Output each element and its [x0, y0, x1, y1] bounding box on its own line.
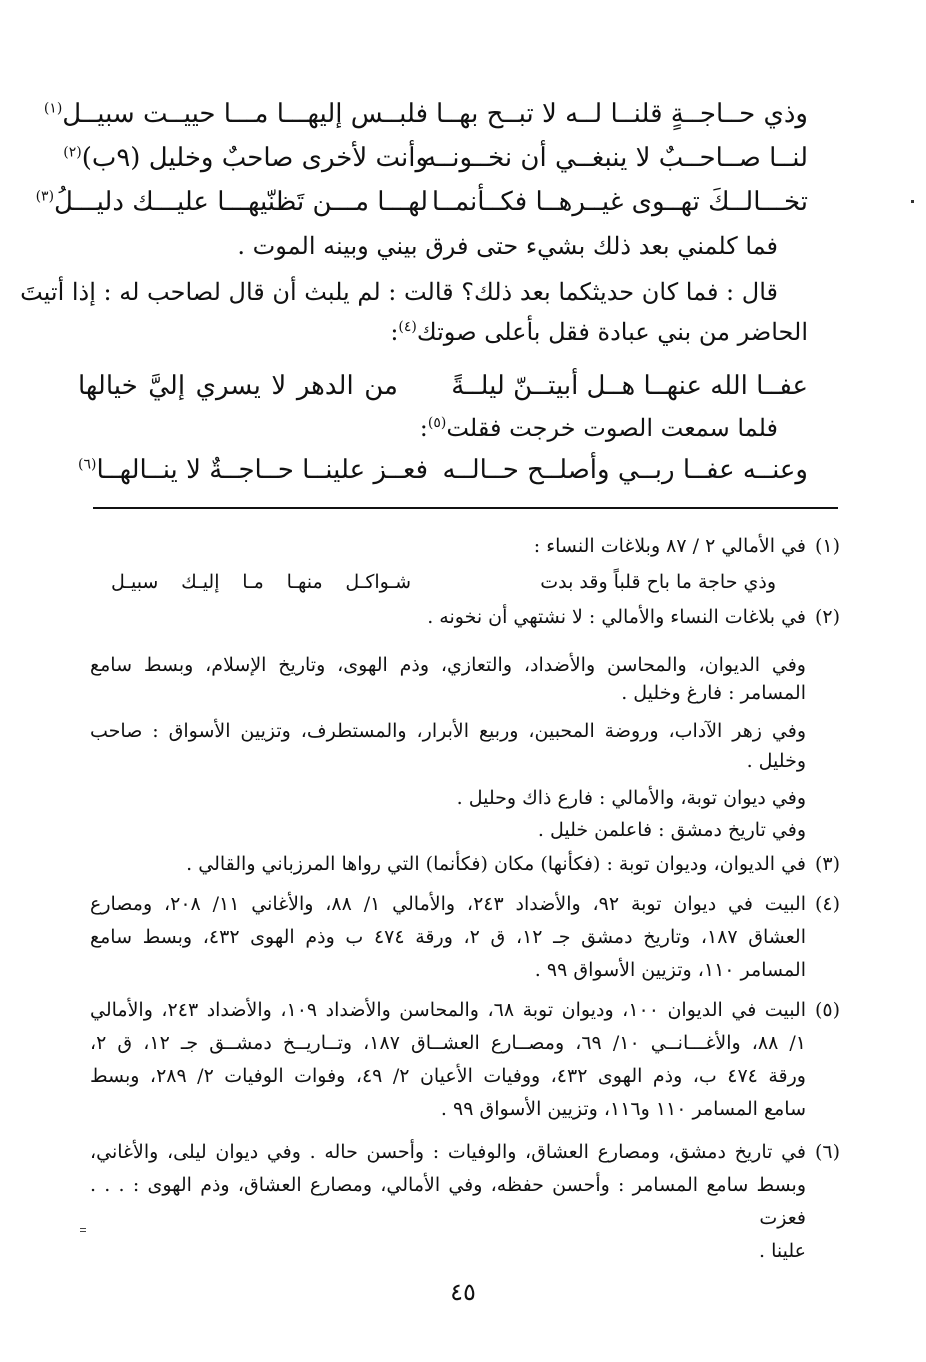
verse-3-first-hemistich: تخـــالــكَ تهــوى غيــرهــا فكــأنمــا — [431, 187, 808, 217]
scan-speck — [911, 200, 914, 203]
footnote-separator — [93, 507, 838, 509]
verse-line-4 — [78, 368, 808, 404]
prose-paragraph-3 — [420, 410, 778, 446]
footnote-ref-3: (٣) — [35, 188, 55, 205]
footnote-5-number: (٥) — [814, 999, 840, 1021]
footnote-4-line-3: المسامر ١١٠، وتزيين الأسواق ٩٩ . — [534, 959, 806, 981]
footnote-6 — [90, 1136, 840, 1268]
footnote-5-line-2: ١/ ٨٨، والأغـــانــي ١٠/ ٦٩، ومصــارع العشــاق ١٨٧، وتــاريــخ دمشــق جـ ١٢، ق ٢، — [90, 1032, 806, 1054]
footnote-5-text — [90, 994, 806, 1126]
footnote-4-text — [90, 888, 806, 987]
verse-1-first-hemistich: وذي حــاجــةٍ قلنــا لــه لا تبــح بهــا — [436, 99, 808, 129]
prose-3-text: فلما سمعت الصوت خرجت فقلت — [446, 414, 778, 442]
verse-line-3 — [35, 184, 808, 220]
footnote-6-line-1: في تاريخ دمشق، ومصارع العشاق، والوفيات : وأحسن حاله . وفي ديوان ليلى، والأغاني، — [90, 1141, 806, 1163]
verse-line-5 — [78, 452, 808, 488]
footnote-1-text: في الأمالي ٢ / ٨٧ وبلاغات النساء : — [533, 535, 806, 557]
footnote-3-number: (٣) — [814, 853, 840, 875]
verse-2-second-hemistich — [63, 140, 428, 176]
footnote-1-number: (١) — [814, 535, 840, 557]
verse-3-second-hemistich — [35, 184, 428, 220]
footnote-2-line-2: وفي الديوان، والمحاسن والأضداد، والتعازي، وذم الهوى، وتاريخ الإسلام، وبسط سامع — [90, 654, 806, 676]
footnote-6-text — [90, 1136, 806, 1268]
prose-3-colon: : — [419, 414, 428, 442]
verse-2-first-hemistich: لنــا صــاحــبٌ لا ينبغــي أن نخــونــه — [423, 143, 808, 173]
prose-2-colon: : — [390, 318, 399, 346]
footnote-6-line-2: وبسط سامع المسامر : وأحسن حفظه، وفي الأمالي، ومصارع العشاق، وذم الهوى : . . . فعزت — [90, 1174, 806, 1229]
verse-line-1 — [43, 96, 808, 132]
prose-paragraph-2-line-2 — [390, 314, 808, 350]
footnote-6-line-3: علينا . — [759, 1240, 806, 1262]
verse-3-second-text: لهـــا مـــن تَظنّيهـــا عليـــك دليـــلُ — [54, 187, 428, 217]
footnote-2-line-5: وخليل . — [746, 750, 806, 772]
prose-paragraph-2-line-1: قال : فما كان حديثكما بعد ذلك؟ قالت : لم يلبث أن قال لصاحب له : إذا أتيتَ — [20, 278, 778, 306]
verse-2-second-text: وأنت لأخرى صاحبٌ وخليل (٩ب) — [81, 143, 428, 173]
page-number: ٤٥ — [450, 1278, 476, 1306]
footnote-2-number: (٢) — [814, 606, 840, 628]
verse-1-second-hemistich — [43, 96, 428, 132]
footnote-5-line-4: سامع المسامر ١١٠ و١١٦، وتزيين الأسواق ٩٩ . — [440, 1098, 806, 1120]
footnote-ref-2: (٢) — [63, 144, 82, 161]
footnote-2-text: في بلاغات النساء والأمالي : لا نشتهي أن نخونه . — [427, 606, 806, 628]
footnote-1 — [90, 530, 840, 563]
prose-2-line-2-text: الحاضر من بني عبادة فقل بأعلى صوتك — [416, 318, 808, 346]
prose-paragraph-1: فما كلمني بعد ذلك بشيء حتى فرق بيني وبينه الموت . — [237, 232, 778, 260]
footnote-6-number: (٦) — [814, 1141, 840, 1163]
footnote-3 — [90, 848, 840, 881]
scan-speck-2 — [80, 1228, 86, 1232]
footnote-4-line-2: العشاق ١٨٧، وتاريخ دمشق جـ ١٢، ق ٢، ورقة ٤٧٤ ب وذم الهوى ٤٣٢، وبسط سامع — [90, 926, 806, 948]
verse-4-second-hemistich: من الدهر لا يسري إليَّ خيالها — [78, 371, 398, 401]
verse-5-second-text: فعــز علينــا حــاجــةٌ لا ينــالهــا — [96, 455, 428, 485]
verse-1-second-text: فلبــس إليهـــا مـــا حييــت سبيــل — [62, 99, 428, 129]
verse-5-first-hemistich: وعنــه عفــا ربــي وأصلــح حــالــه — [442, 455, 808, 485]
footnote-2-line-3: المسامر : فارغ وخليل . — [621, 682, 806, 704]
footnote-5-line-3: ورقة ٤٧٤ ب، وذم الهوى ٤٣٢، ووفيات الأعيان ٢/ ٤٩، وفوات الوفيات ٢/ ٢٨٩، وبسط — [90, 1065, 806, 1087]
footnote-2 — [90, 601, 840, 634]
footnote-2-line-6: وفي ديوان توبة، والأمالي : فارع ذاك وحليل . — [456, 787, 806, 809]
verse-4-first-hemistich: عفــا الله عنهــا هــل أبيتــنّ ليلــةً — [451, 371, 808, 401]
footnote-2-line-4: وفي زهر الآداب، وروضة المحبين، وربيع الأبرار، والمستطرف، وتزيين الأسواق : صاحب — [90, 720, 806, 742]
footnote-ref-1: (١) — [43, 100, 63, 117]
footnote-1-verse-second: شـواكـل منهـا مـا إليـك سبيـل — [111, 571, 411, 593]
footnote-4-number: (٤) — [814, 893, 840, 915]
footnote-ref-4: (٤) — [398, 319, 417, 335]
verse-5-second-hemistich — [78, 452, 428, 488]
footnote-1-verse — [111, 567, 776, 597]
footnote-ref-5: (٥) — [427, 415, 447, 431]
footnote-4 — [90, 888, 840, 987]
footnote-1-verse-first: وذي حاجة ما باح قلباً وقد بدت — [540, 571, 776, 593]
footnote-2-line-7: وفي تاريخ دمشق : فاعلمن خليل . — [537, 819, 806, 841]
footnote-4-line-1: البيت في ديوان توبة ٩٢، والأضداد ٢٤٣، والأمالي ١/ ٨٨، والأغاني ١١/ ٢٠٨، ومصارع — [90, 893, 806, 915]
footnote-ref-6: (٦) — [78, 456, 97, 473]
footnote-5 — [90, 994, 840, 1126]
footnote-3-text: في الديوان، وديوان توبة : (فكأنها) مكان (فكأنما) التي رواها المرزباني والقالي . — [186, 853, 806, 875]
footnote-5-line-1: البيت في الديوان ١٠٠، وديوان توبة ٦٨، والمحاسن والأضداد ١٠٩، والأضداد ٢٤٣، والأمالي — [90, 999, 806, 1021]
verse-line-2 — [63, 140, 808, 176]
